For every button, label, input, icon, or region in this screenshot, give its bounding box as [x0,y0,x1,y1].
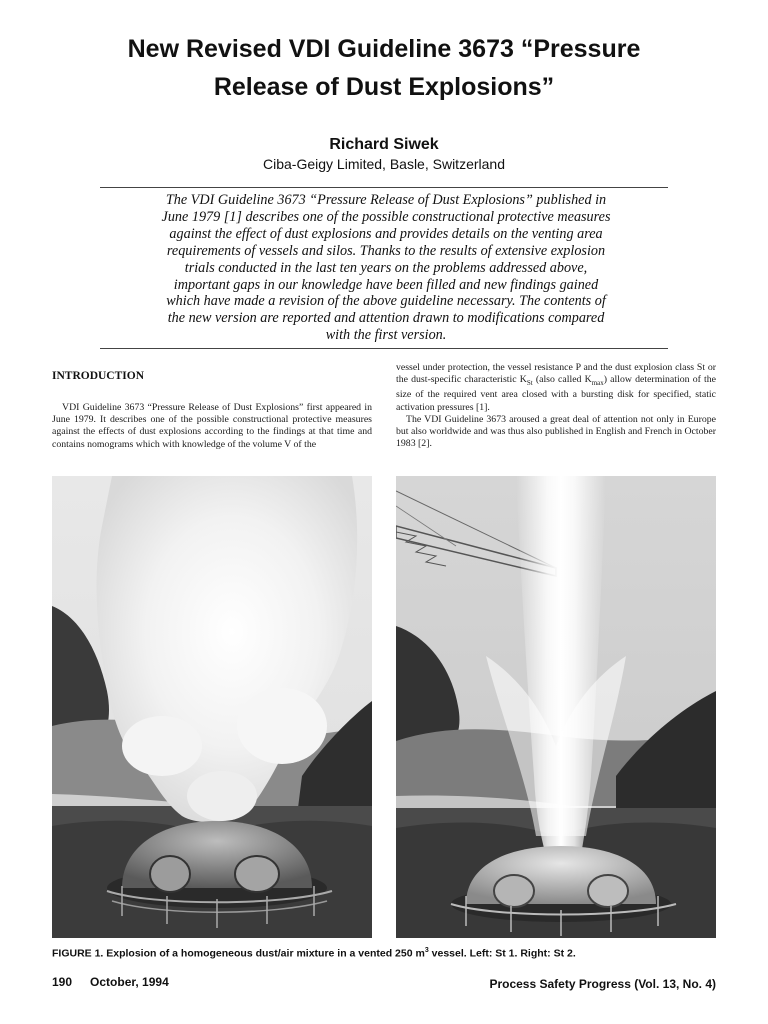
page-number: 190 [52,975,73,989]
title-line-2: Release of Dust Explosions” [213,73,555,101]
abstract-line: the new version are reported and attention drawn to modifications compared [167,310,605,327]
body-column-right [396,362,716,450]
explosion-photo-left [52,476,372,938]
author-name: Richard Siwek [329,136,439,153]
journal-name: Process Safety Progress (Vol. 13, No. 4) [489,977,716,991]
intro-paragraph-continued: vessel under protection, the vessel resistance P and the dust explosion class St or the dust-specific characteristic $K_{St}$ (also called $K_{max}$) allow determination of the size of the required vent area closed with a bursting disk for specified, static activation pressures [1]. [396,362,716,413]
photo-right-st2-explosion [396,476,716,938]
abstract-line: requirements of vessels and silos. Thanks to the results of extensive explosion [166,242,606,259]
issue-date: October, 1994 [90,975,169,989]
intro-paragraph-2: The VDI Guideline 3673 aroused a great deal of attention not only in Europe but also worldwide and was thus also published in English and French in October 1983 [2]. [396,413,716,450]
page-footer-left [52,975,169,989]
abstract-line: which have made a revision of the above guideline necessary. The contents of [166,293,606,310]
abstract-bottom-rule [100,348,668,349]
abstract-line: with the first version. [325,327,447,344]
abstract-top-rule [100,187,668,188]
abstract [108,192,664,344]
abstract-line: The VDI Guideline 3673 “Pressure Release of Dust Explosions” published in [165,192,607,208]
abstract-line: against the effect of dust explosions and provides details on the venting area [169,225,603,242]
photo-left-st1-explosion [52,476,372,938]
abstract-line: trials conducted in the last ten years on the problems addressed above, [184,259,588,276]
explosion-photo-right [396,476,716,938]
figure-caption: FIGURE 1. Explosion of a homogeneous dust/air mixture in a vented 250 $m^3$ vessel. Left: St 1. Right: St 2. [52,947,576,960]
abstract-line: June 1979 [1] describes one of the possible constructional protective measures [161,208,611,225]
author-affiliation: Ciba-Geigy Limited, Basle, Switzerland [263,156,505,172]
title-line-1: New Revised VDI Guideline 3673 “Pressure [127,35,641,63]
intro-paragraph: VDI Guideline 3673 “Pressure Release of Dust Explosions” first appeared in June 1979. It describes one of the possible constructional protective measures against the effects of dust explosions according to the findings at that time and contains nomograms which with knowledge of the volume V of the [52,402,372,450]
article-title [60,30,708,106]
section-heading-introduction: INTRODUCTION [52,370,145,382]
body-column-left [52,402,372,451]
abstract-line: important gaps in our knowledge have been filled and new findings gained [173,276,599,293]
